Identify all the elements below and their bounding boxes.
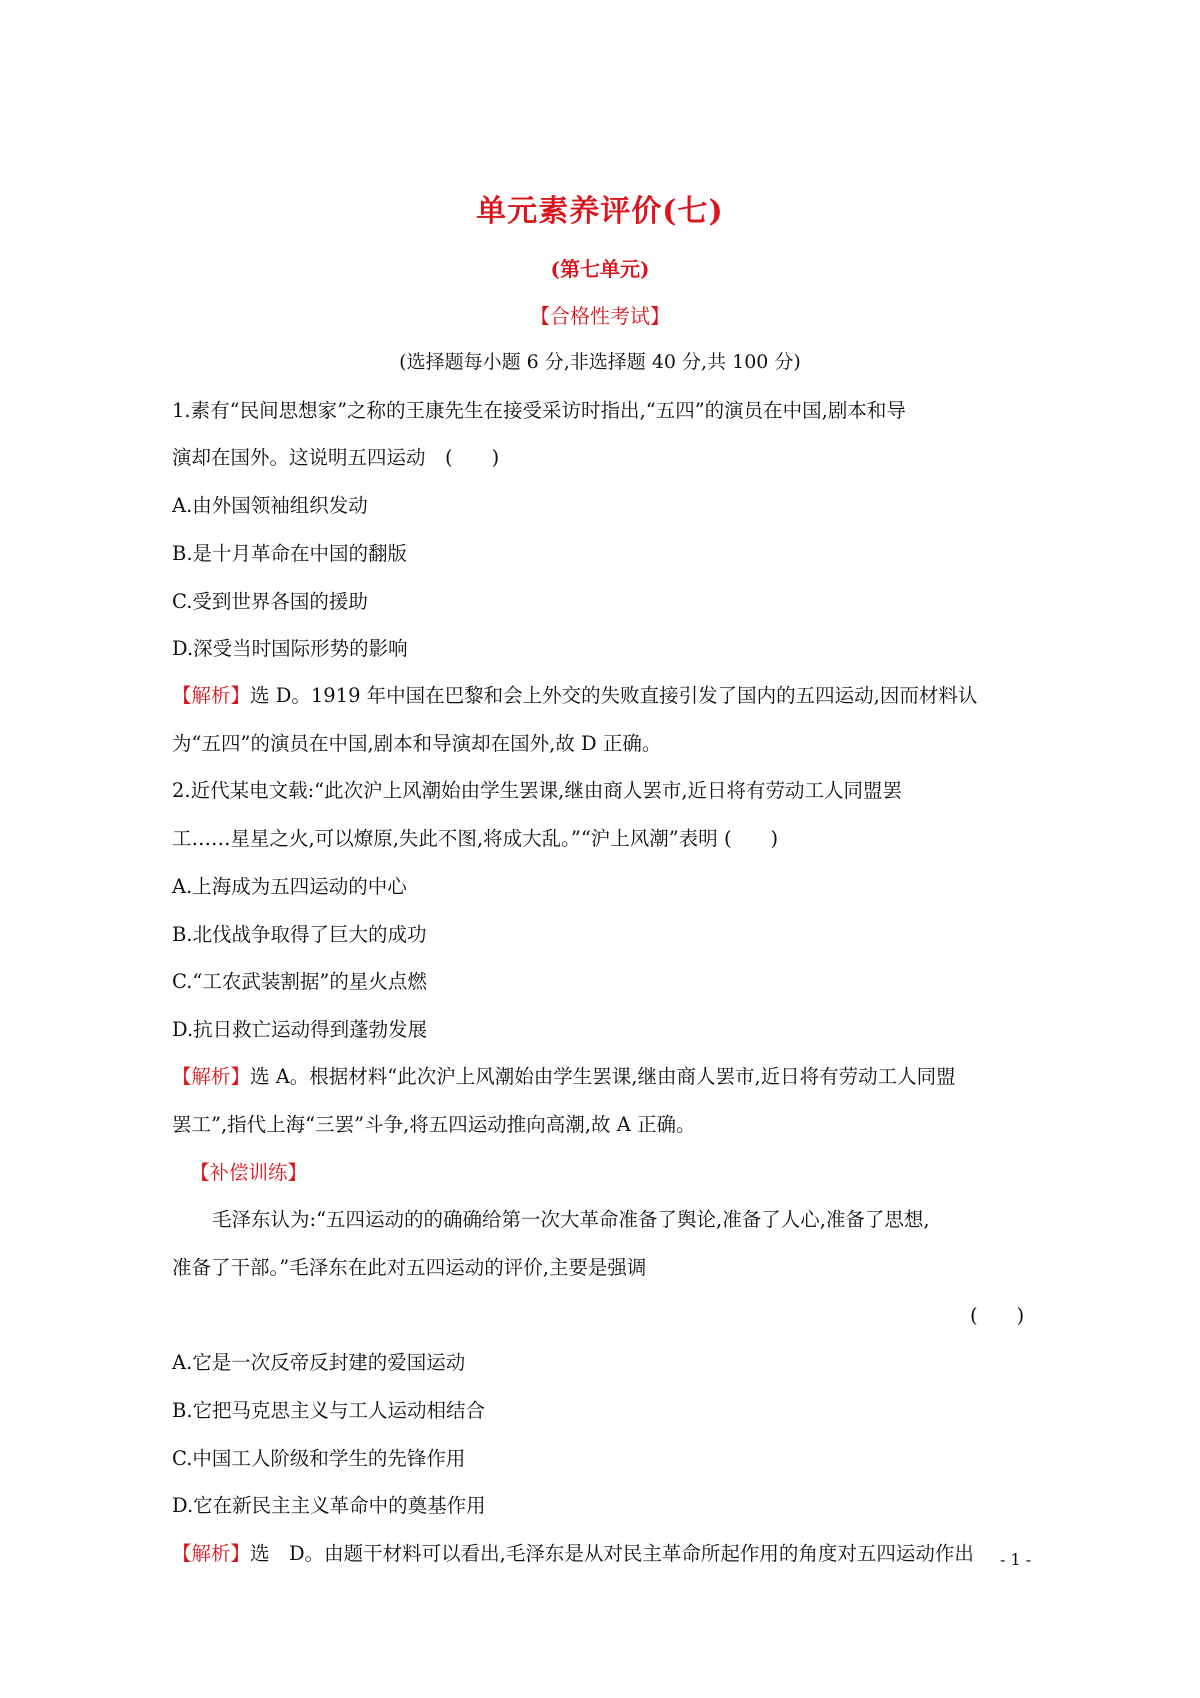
q2-option-a: A.上海成为五四运动的中心	[172, 875, 407, 898]
section-heading: 【合格性考试】	[530, 304, 670, 328]
q1-option-a: A.由外国领袖组织发动	[172, 494, 368, 517]
q3-stem-line-2: 准备了干部。”毛泽东在此对五四运动的评价,主要是强调	[172, 1256, 647, 1279]
q3-option-a: A.它是一次反帝反封建的爱国运动	[172, 1351, 466, 1374]
q2-option-d: D.抗日救亡运动得到蓬勃发展	[172, 1018, 428, 1041]
q3-analysis-line-1	[172, 1538, 1032, 1566]
compensation-tag: 【补偿训练】	[190, 1161, 308, 1184]
q2-stem-line-1: 2.近代某电文载:“此次沪上风潮始由学生罢课,继由商人罢市,近日将有劳动工人同盟罢	[172, 779, 903, 802]
analysis-tag: 【解析】	[172, 684, 251, 707]
q2-analysis-line-2: 罢工”,指代上海“三罢”斗争,将五四运动推向高潮,故 A 正确。	[172, 1113, 696, 1136]
q1-analysis-line-1	[172, 680, 1032, 708]
q2-analysis-line-1	[172, 1061, 1032, 1089]
page-title: 单元素养评价(七)	[476, 194, 724, 229]
q1-stem-line-1: 1.素有“民间思想家”之称的王康先生在接受采访时指出,“五四”的演员在中国,剧本和导	[172, 399, 906, 422]
page-subtitle: (第七单元)	[550, 257, 650, 281]
q2-option-c: C.“工农武装割据”的星火点燃	[172, 970, 427, 993]
q1-analysis-text: 选 D。1919 年中国在巴黎和会上外交的失败直接引发了国内的五四运动,因而材料认	[250, 684, 978, 707]
q1-stem-line-2: 演却在国外。这说明五四运动 ( )	[172, 446, 500, 469]
q2-analysis-text: 选 A。根据材料“此次沪上风潮始由学生罢课,继由商人罢市,近日将有劳动工人同盟	[250, 1065, 956, 1088]
page-number: - 1 -	[1000, 1550, 1032, 1569]
analysis-tag: 【解析】	[172, 1065, 251, 1088]
score-note: (选择题每小题 6 分,非选择题 40 分,共 100 分)	[399, 351, 801, 373]
q3-option-b: B.它把马克思主义与工人运动相结合	[172, 1399, 486, 1422]
q1-option-d: D.深受当时国际形势的影响	[172, 637, 408, 660]
q2-stem-line-2: 工……星星之火,可以燎原,失此不图,将成大乱。”“沪上风潮”表明 ( )	[172, 827, 779, 850]
q3-stem-line-1: 毛泽东认为:“五四运动的的确确给第一次大革命准备了舆论,准备了人心,准备了思想,	[212, 1208, 930, 1231]
q3-analysis-text: 选 D。由题干材料可以看出,毛泽东是从对民主革命所起作用的角度对五四运动作出	[250, 1542, 974, 1565]
q1-analysis-line-2: 为“五四”的演员在中国,剧本和导演却在国外,故 D 正确。	[172, 732, 662, 755]
q3-option-d: D.它在新民主主义革命中的奠基作用	[172, 1494, 486, 1517]
q1-option-b: B.是十月革命在中国的翻版	[172, 542, 408, 565]
q1-option-c: C.受到世界各国的援助	[172, 590, 368, 613]
q3-option-c: C.中国工人阶级和学生的先锋作用	[172, 1447, 466, 1470]
q3-answer-bracket: ( )	[970, 1304, 1025, 1327]
q2-option-b: B.北伐战争取得了巨大的成功	[172, 923, 427, 946]
analysis-tag: 【解析】	[172, 1542, 251, 1565]
